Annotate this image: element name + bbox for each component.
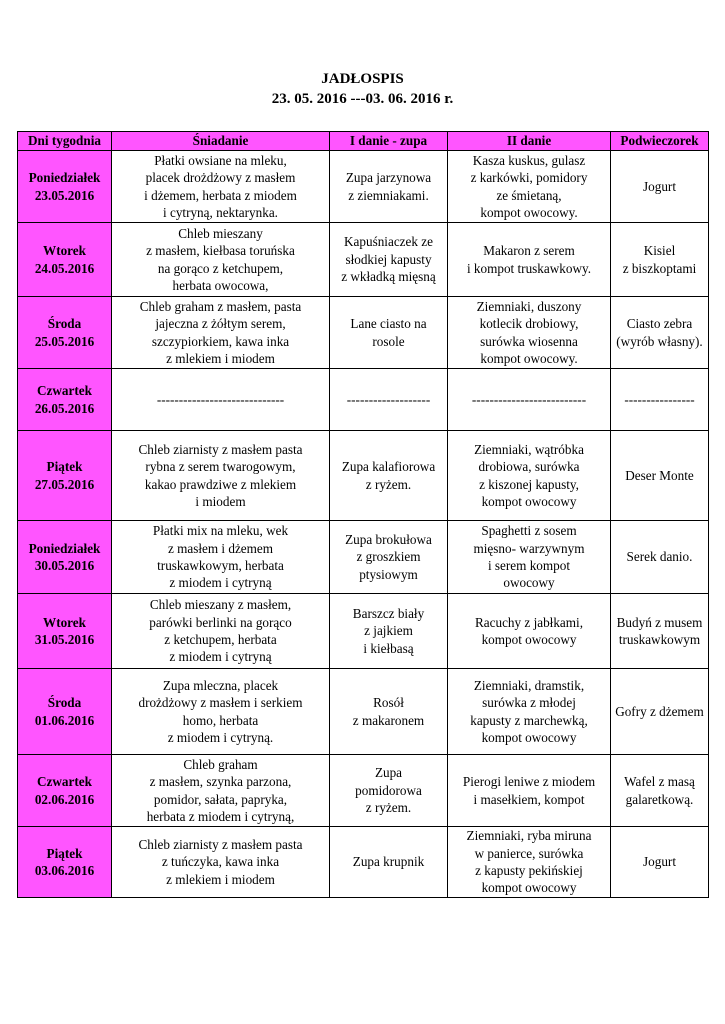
header-row (18, 132, 709, 151)
main-course-cell: -------------------------- (448, 369, 611, 431)
table-row (18, 151, 709, 223)
soup-cell: Barszcz biały z jajkiem i kiełbasą (330, 594, 448, 669)
breakfast-cell: Chleb graham z masłem, szynka parzona, pomidor, sałata, papryka, herbata z miodem i cytryną, (112, 755, 330, 827)
breakfast-cell: Chleb mieszany z masłem, parówki berlinki na gorąco z ketchupem, herbata z miodem i cytryną (112, 594, 330, 669)
main-course-cell: Pierogi leniwe z miodem i masełkiem, kompot (448, 755, 611, 827)
soup-cell: Zupa krupnik (330, 827, 448, 898)
column-header-day: Dni tygodnia (18, 132, 112, 151)
day-cell (18, 594, 112, 669)
table-row (18, 369, 709, 431)
snack-cell: Budyń z musem truskawkowym (611, 594, 709, 669)
day-cell (18, 755, 112, 827)
soup-cell: Zupa pomidorowa z ryżem. (330, 755, 448, 827)
snack-cell: Wafel z masą galaretkową. (611, 755, 709, 827)
day-cell (18, 521, 112, 594)
breakfast-cell: Chleb ziarnisty z masłem pasta rybna z serem twarogowym, kakao prawdziwe z mlekiem i miodem (112, 431, 330, 521)
day-name: Poniedziałek (28, 540, 101, 556)
day-name: Piątek (46, 459, 83, 475)
breakfast-cell: Chleb mieszany z masłem, kiełbasa toruńska na gorąco z ketchupem, herbata owocowa, (112, 223, 330, 297)
main-course-cell: Spaghetti z sosem mięsno- warzywnym i serem kompot owocowy (448, 521, 611, 594)
soup-cell: ------------------- (330, 369, 448, 431)
snack-cell: Jogurt (611, 151, 709, 223)
soup-cell: Zupa brokułowa z groszkiem ptysiowym (330, 521, 448, 594)
breakfast-cell: Płatki mix na mleku, wek z masłem i dżemem truskawkowym, herbata z miodem i cytryną (112, 521, 330, 594)
day-cell (18, 431, 112, 521)
day-name: Czwartek (37, 383, 92, 399)
day-date: 23.05.2016 (34, 187, 95, 203)
main-course-cell: Ziemniaki, ryba miruna w panierce, surówka z kapusty pekińskiej kompot owocowy (448, 827, 611, 898)
main-course-cell: Kasza kuskus, gulasz z karkówki, pomidory ze śmietaną, kompot owocowy. (448, 151, 611, 223)
main-course-cell: Racuchy z jabłkami, kompot owocowy (448, 594, 611, 669)
main-course-cell: Makaron z serem i kompot truskawkowy. (448, 223, 611, 297)
soup-cell: Kapuśniaczek ze słodkiej kapusty z wkładką mięsną (330, 223, 448, 297)
table-row (18, 431, 709, 521)
day-date: 01.06.2016 (34, 712, 95, 728)
day-cell (18, 151, 112, 223)
day-cell (18, 223, 112, 297)
table-row (18, 827, 709, 898)
column-header-soup: I danie - zupa (330, 132, 448, 151)
day-cell (18, 669, 112, 755)
breakfast-cell: Chleb graham z masłem, pasta jajeczna z żółtym serem, szczypiorkiem, kawa inka z mlekiem i miodem (112, 297, 330, 369)
day-name: Czwartek (37, 774, 92, 790)
snack-cell: Deser Monte (611, 431, 709, 521)
column-header-breakfast: Śniadanie (112, 132, 330, 151)
soup-cell: Zupa jarzynowa z ziemniakami. (330, 151, 448, 223)
main-course-cell: Ziemniaki, wątróbka drobiowa, surówka z kiszonej kapusty, kompot owocowy (448, 431, 611, 521)
day-name: Piątek (46, 845, 83, 861)
day-name: Wtorek (43, 243, 86, 259)
day-date: 02.06.2016 (34, 791, 95, 807)
day-date: 26.05.2016 (34, 400, 95, 416)
day-cell (18, 827, 112, 898)
table-row (18, 521, 709, 594)
table-row (18, 755, 709, 827)
day-name: Środa (47, 695, 82, 711)
snack-cell: Kisiel z biszkoptami (611, 223, 709, 297)
date-range: 23. 05. 2016 ---03. 06. 2016 r. (271, 91, 454, 107)
table-row (18, 223, 709, 297)
day-date: 25.05.2016 (34, 333, 95, 349)
breakfast-cell: Zupa mleczna, placek drożdżowy z masłem i serkiem homo, herbata z miodem i cytryną. (112, 669, 330, 755)
day-date: 03.06.2016 (34, 863, 95, 878)
day-date: 27.05.2016 (34, 476, 95, 492)
snack-cell: Jogurt (611, 827, 709, 898)
day-cell (18, 297, 112, 369)
document-title: JADŁOSPIS (321, 71, 404, 87)
table-row (18, 594, 709, 669)
breakfast-cell: ----------------------------- (112, 369, 330, 431)
day-date: 30.05.2016 (34, 558, 95, 573)
snack-cell: ---------------- (611, 369, 709, 431)
day-date: 24.05.2016 (34, 260, 95, 276)
menu-table (17, 131, 709, 898)
main-course-cell: Ziemniaki, duszony kotlecik drobiowy, surówka wiosenna kompot owocowy. (448, 297, 611, 369)
breakfast-cell: Płatki owsiane na mleku, placek drożdżowy z masłem i dżemem, herbata z miodem i cytryną, nektarynka. (112, 151, 330, 223)
snack-cell: Gofry z dżemem (611, 669, 709, 755)
snack-cell: Ciasto zebra (wyrób własny). (611, 297, 709, 369)
day-name: Środa (47, 316, 82, 332)
day-cell (18, 369, 112, 431)
column-header-main: II danie (448, 132, 611, 151)
column-header-snack: Podwieczorek (611, 132, 709, 151)
day-name: Poniedziałek (28, 170, 101, 186)
snack-cell: Serek danio. (611, 521, 709, 594)
main-course-cell: Ziemniaki, dramstik, surówka z młodej kapusty z marchewką, kompot owocowy (448, 669, 611, 755)
soup-cell: Lane ciasto na rosole (330, 297, 448, 369)
breakfast-cell: Chleb ziarnisty z masłem pasta z tuńczyka, kawa inka z mlekiem i miodem (112, 827, 330, 898)
soup-cell: Rosół z makaronem (330, 669, 448, 755)
day-name: Wtorek (43, 614, 86, 630)
table-row (18, 297, 709, 369)
soup-cell: Zupa kalafiorowa z ryżem. (330, 431, 448, 521)
day-date: 31.05.2016 (34, 632, 95, 647)
table-row (18, 669, 709, 755)
